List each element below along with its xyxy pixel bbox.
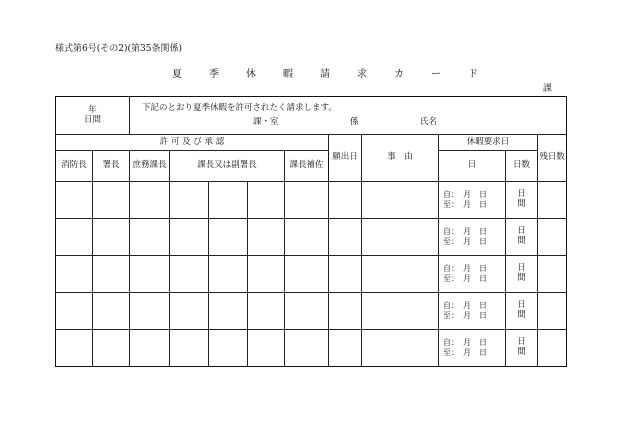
- days-bottom: 間: [517, 347, 526, 357]
- remaining-days-cell[interactable]: [538, 219, 567, 256]
- table-row: [56, 256, 567, 293]
- fire-chief-stamp[interactable]: [56, 293, 93, 330]
- days-label: 日間: [84, 114, 102, 125]
- station-chief-stamp[interactable]: [93, 293, 130, 330]
- leave-request-table: [55, 96, 567, 367]
- day-count-cell[interactable]: [506, 293, 538, 330]
- remaining-days-cell[interactable]: [538, 330, 567, 367]
- fire-chief-header: 消防長: [56, 151, 93, 182]
- section-chief-stamp-3[interactable]: [248, 293, 285, 330]
- assistant-chief-stamp[interactable]: [285, 330, 329, 367]
- reason-cell[interactable]: [362, 256, 439, 293]
- day-count-header: 日数: [506, 151, 538, 182]
- leave-dates-header: 休暇要求日: [439, 135, 538, 151]
- station-chief-stamp[interactable]: [93, 182, 130, 219]
- days-bottom: 間: [517, 236, 526, 246]
- year-days-cell[interactable]: [56, 97, 130, 135]
- days-top: 日: [517, 226, 526, 237]
- station-chief-stamp[interactable]: [93, 256, 130, 293]
- filing-date-cell[interactable]: [329, 256, 362, 293]
- section-chief-stamp-2[interactable]: [209, 330, 248, 367]
- date-from: 自： 月 日: [443, 227, 488, 236]
- table-row: [56, 219, 567, 256]
- days-top: 日: [517, 300, 526, 311]
- section-chief-stamp-1[interactable]: [170, 293, 209, 330]
- section-chief-stamp-2[interactable]: [209, 256, 248, 293]
- remaining-days-cell[interactable]: [538, 256, 567, 293]
- title-char: ー: [431, 69, 441, 80]
- form-number: 様式第6号(その2)(第35条関係): [55, 44, 182, 54]
- days-top: 日: [517, 263, 526, 274]
- fire-chief-stamp[interactable]: [56, 330, 93, 367]
- day-count-cell[interactable]: [506, 330, 538, 367]
- date-from: 自： 月 日: [443, 190, 488, 199]
- reason-header: 事 由: [362, 135, 439, 182]
- section-label: 課・室: [253, 117, 279, 127]
- leave-dates-cell[interactable]: [439, 330, 506, 367]
- date-from: 自： 月 日: [443, 338, 488, 347]
- section-chief-stamp-3[interactable]: [248, 182, 285, 219]
- fire-chief-stamp[interactable]: [56, 256, 93, 293]
- year-label: 年: [88, 104, 97, 115]
- section-chief-stamp-1[interactable]: [170, 256, 209, 293]
- section-chief-stamp-1[interactable]: [170, 330, 209, 367]
- general-affairs-chief-header: 庶務課長: [130, 151, 170, 182]
- date-to: 至： 月 日: [443, 200, 488, 209]
- section-chief-stamp-3[interactable]: [248, 330, 285, 367]
- general-affairs-stamp[interactable]: [130, 219, 170, 256]
- assistant-chief-header: 課長補佐: [285, 151, 329, 182]
- assistant-chief-stamp[interactable]: [285, 219, 329, 256]
- reason-cell[interactable]: [362, 293, 439, 330]
- department-label: 課: [543, 84, 553, 94]
- leave-dates-cell[interactable]: [439, 182, 506, 219]
- days-bottom: 間: [517, 273, 526, 283]
- section-chief-or-deputy-header: 課長又は副署長: [170, 151, 285, 182]
- title-char: 夏: [172, 69, 182, 80]
- reason-cell[interactable]: [362, 182, 439, 219]
- general-affairs-stamp[interactable]: [130, 293, 170, 330]
- table-row: [56, 293, 567, 330]
- assistant-chief-stamp[interactable]: [285, 256, 329, 293]
- title-char: 暇: [283, 69, 293, 80]
- section-chief-stamp-2[interactable]: [209, 293, 248, 330]
- day-count-cell[interactable]: [506, 182, 538, 219]
- title-char: カ: [394, 69, 404, 80]
- day-count-cell[interactable]: [506, 219, 538, 256]
- station-chief-header: 署長: [93, 151, 130, 182]
- title-char: 請: [320, 69, 330, 80]
- title-char: ド: [468, 69, 478, 80]
- request-statement-cell: [130, 97, 567, 135]
- header-row-1: [56, 135, 567, 151]
- filing-date-cell[interactable]: [329, 219, 362, 256]
- table-row: [56, 182, 567, 219]
- section-chief-stamp-2[interactable]: [209, 182, 248, 219]
- request-row: [56, 97, 567, 135]
- section-chief-stamp-1[interactable]: [170, 219, 209, 256]
- date-from: 自： 月 日: [443, 301, 488, 310]
- title-char: 季: [209, 69, 219, 80]
- date-to: 至： 月 日: [443, 237, 488, 246]
- date-to: 至： 月 日: [443, 348, 488, 357]
- header-row-2: [56, 151, 567, 182]
- leave-dates-cell[interactable]: [439, 256, 506, 293]
- section-chief-stamp-3[interactable]: [248, 219, 285, 256]
- approval-group-header: 許 可 及 び 承 認: [56, 135, 329, 151]
- remaining-days-header: 残日数: [538, 135, 567, 182]
- table-row: [56, 330, 567, 367]
- section-chief-stamp-2[interactable]: [209, 219, 248, 256]
- station-chief-stamp[interactable]: [93, 219, 130, 256]
- title-char: 求: [357, 69, 367, 80]
- reason-cell[interactable]: [362, 330, 439, 367]
- request-statement: 下記のとおり夏季休暇を許可されたく請求します。: [142, 103, 337, 113]
- remaining-days-cell[interactable]: [538, 182, 567, 219]
- unit-label: 係: [350, 117, 359, 127]
- title-char: 休: [246, 69, 256, 80]
- days-top: 日: [517, 189, 526, 200]
- general-affairs-stamp[interactable]: [130, 330, 170, 367]
- leave-days-header: 日: [439, 151, 506, 182]
- assistant-chief-stamp[interactable]: [285, 293, 329, 330]
- day-count-cell[interactable]: [506, 256, 538, 293]
- name-label: 氏名: [420, 117, 438, 127]
- fire-chief-stamp[interactable]: [56, 182, 93, 219]
- date-to: 至： 月 日: [443, 311, 488, 320]
- filing-date-cell[interactable]: [329, 330, 362, 367]
- filing-date-header: 願出日: [329, 135, 362, 182]
- days-top: 日: [517, 337, 526, 348]
- section-chief-stamp-1[interactable]: [170, 182, 209, 219]
- filing-date-cell[interactable]: [329, 293, 362, 330]
- station-chief-stamp[interactable]: [93, 330, 130, 367]
- date-to: 至： 月 日: [443, 274, 488, 283]
- date-from: 自： 月 日: [443, 264, 488, 273]
- remaining-days-cell[interactable]: [538, 293, 567, 330]
- filing-date-cell[interactable]: [329, 182, 362, 219]
- reason-cell[interactable]: [362, 219, 439, 256]
- leave-dates-cell[interactable]: [439, 293, 506, 330]
- form-title: [172, 70, 505, 80]
- general-affairs-stamp[interactable]: [130, 182, 170, 219]
- leave-dates-cell[interactable]: [439, 219, 506, 256]
- fire-chief-stamp[interactable]: [56, 219, 93, 256]
- section-chief-stamp-3[interactable]: [248, 256, 285, 293]
- days-bottom: 間: [517, 199, 526, 209]
- general-affairs-stamp[interactable]: [130, 256, 170, 293]
- assistant-chief-stamp[interactable]: [285, 182, 329, 219]
- days-bottom: 間: [517, 310, 526, 320]
